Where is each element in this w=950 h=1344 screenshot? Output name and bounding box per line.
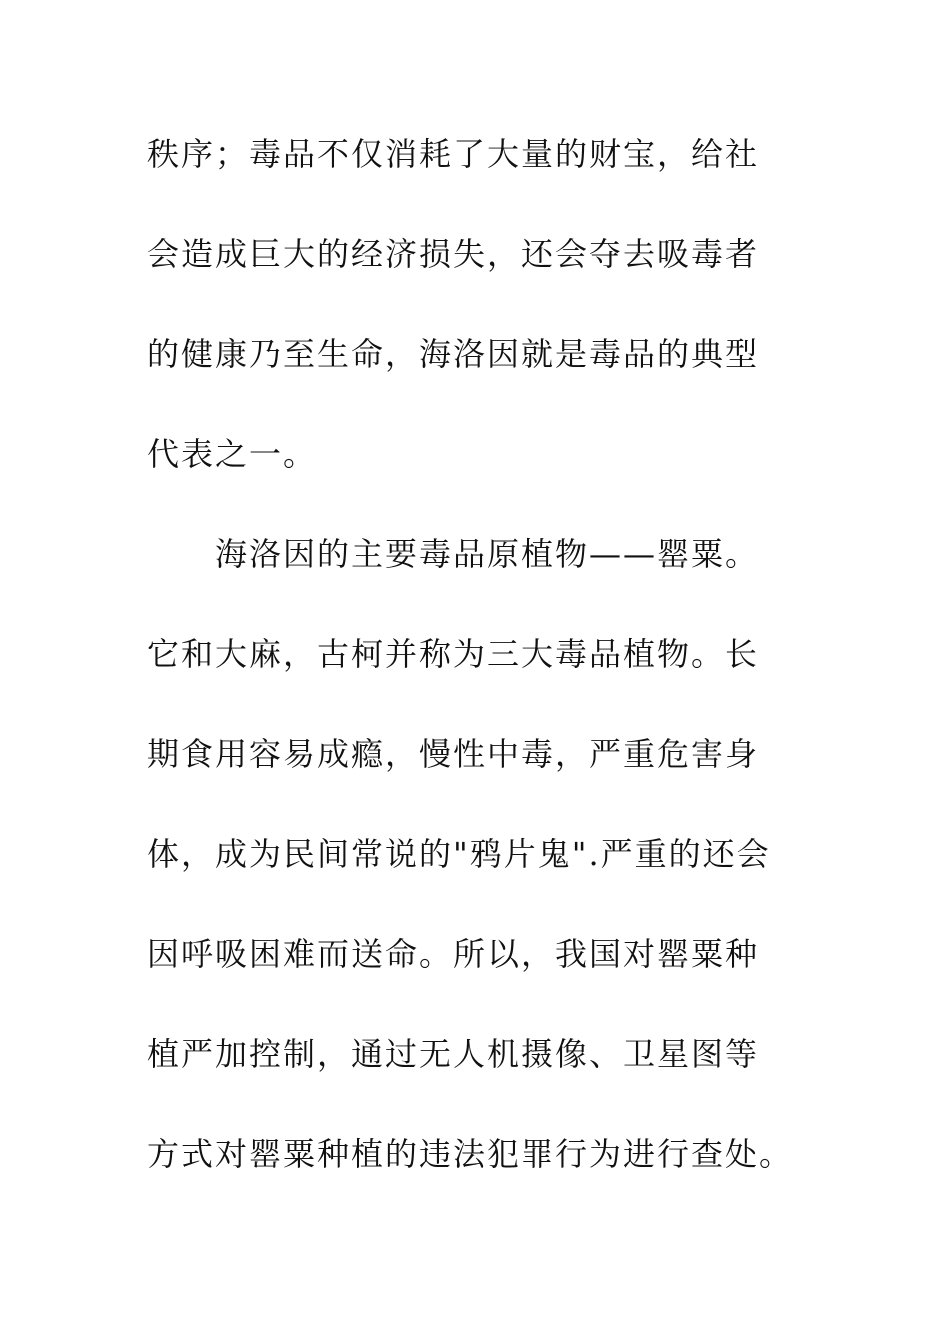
text-line: 秩序；毒品不仅消耗了大量的财宝，给社 xyxy=(147,135,760,173)
text-line: 它和大麻，古柯并称为三大毒品植物。长 xyxy=(147,635,760,673)
text-line: 期食用容易成瘾，慢性中毒，严重危害身 xyxy=(147,735,760,773)
text-line: 代表之一。 xyxy=(147,435,318,473)
text-line: 方式对罂粟种植的违法犯罪行为进行查处。 xyxy=(147,1135,794,1173)
text-line-indented: 海洛因的主要毒品原植物——罂粟。 xyxy=(215,535,760,573)
paragraph-1 xyxy=(147,124,847,524)
text-line: 会造成巨大的经济损失，还会夺去吸毒者 xyxy=(147,235,760,273)
text-line: 的健康乃至生命，海洛因就是毒品的典型 xyxy=(147,335,760,373)
text-line: 因呼吸困难而送命。所以，我国对罂粟种 xyxy=(147,935,760,973)
text-line: 植严加控制，通过无人机摄像、卫星图等 xyxy=(147,1035,760,1073)
paragraph-2 xyxy=(147,524,847,1224)
text-line: 体，成为民间常说的"鸦片鬼".严重的还会 xyxy=(147,835,771,873)
body-text xyxy=(147,124,847,1224)
